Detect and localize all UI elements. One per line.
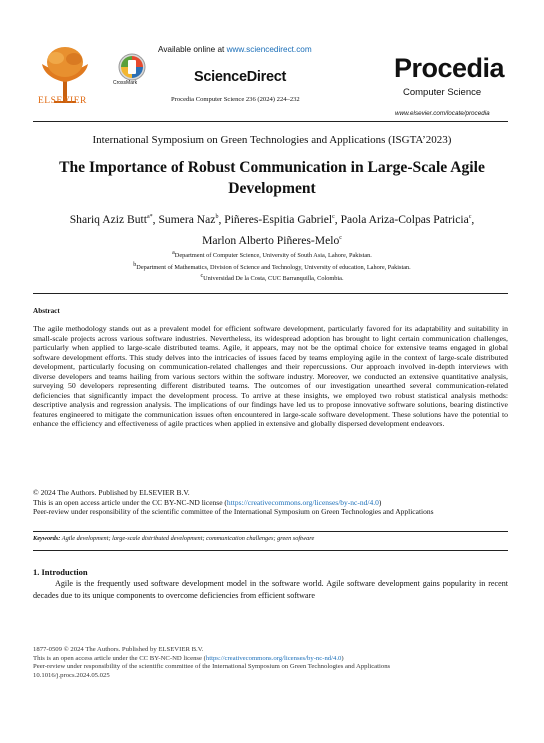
author-name: Marlon Alberto Piñeres-Melo [202,233,340,247]
footer-license-suffix: ) [341,654,344,662]
author-separator: , [471,212,475,226]
sciencedirect-link[interactable]: www.sciencedirect.com [226,45,312,54]
available-online-line [158,45,312,54]
abstract-copyright-block [33,488,508,517]
conference-name: International Symposium on Green Technologies and Applications (ISGTA’2023) [92,134,452,146]
journal-url-link[interactable]: www.elsevier.com/locate/procedia [395,110,490,117]
introduction-paragraph [33,578,508,601]
elsevier-wordmark: ELSEVIER [38,96,87,106]
keywords-text: Agile development; large-scale distributed development; communication challenges; green software [60,535,315,542]
keywords-bottom-rule [33,550,508,551]
affiliation-text: Department of Mathematics, Division of Science and Technology, University of education, Lahore, Pakistan. [136,263,411,271]
affiliation-c [30,272,514,284]
footer-license-link[interactable]: https://creativecommons.org/licenses/by-nc-nd/4.0 [205,654,342,662]
author-sup: c [332,214,335,220]
section-heading-introduction: 1. Introduction [33,567,88,577]
journal-name: Procedia [394,53,505,83]
affiliation-sup: b [133,261,137,268]
paper-title [30,157,514,199]
affiliation-text: Universidad De la Costa, CUC Barranquilla, Colombia. [203,275,344,283]
license-line [33,498,508,508]
available-prefix: Available online at [158,45,227,54]
keywords-top-rule [33,531,508,532]
abstract-top-rule [33,293,508,294]
footer-peer-review: Peer-review under responsibility of the scientific committee of the International Symposium on Green Technologies and Applications [33,663,391,671]
copyright-line: © 2024 The Authors. Published by ELSEVIER B.V. [33,488,190,497]
author-sup: b [215,214,219,220]
authors-line-1 [30,208,514,229]
license-prefix: This is an open access article under the CC BY-NC-ND license ( [33,497,227,507]
journal-citation: Procedia Computer Science 236 (2024) 224–232 [171,96,300,103]
abstract-heading: Abstract [33,307,60,315]
page-footer [33,646,508,681]
license-link[interactable]: https://creativecommons.org/licenses/by-nc-nd/4.0 [226,497,379,507]
crossmark-icon[interactable] [117,52,147,82]
affiliation-b [30,261,514,273]
author-sup: c [339,234,342,241]
author-list [30,208,514,250]
header-rule [33,121,508,122]
author-name: , Piñeres-Espitia Gabriel [218,212,333,226]
author-sup: c [468,214,472,220]
affiliation-text: Department of Computer Science, University of South Asia, Lahore, Pakistan. [174,252,372,260]
author-sup: a* [147,214,153,220]
keywords-line [33,535,508,542]
keywords-label: Keywords: [33,535,61,542]
journal-subtitle: Computer Science [403,87,482,98]
affiliation-sup: a [172,250,175,256]
abstract-body: The agile methodology stands out as a prevalent model for efficient software development, particularly favored for its adaptability and suitability in small-scale projects across various software industries. Nevertheless, its widespread adoption has brought to light certain communication challenges, particularly when applied to large-scale distributed teams. Agile, it appears, may not be the optimal choice for extensive teams engaged in global software development efforts. This study delves into the intricacies of issues faced by teams employing agile in the context of large-scale distributed development, particularly focusing on communication-related challenges and their repercussions. Our approach involved in-depth interviews with diverse developers and teams hailing from various sectors within the software industry. Moreover, we conducted an extensive quantitative analysis, surveying 50 developers representing different distributed teams. The outcomes of our investigation unearthed several communication-related deficiencies that significantly impact the development process. To arrive at these insights, we employed two robust statistical analysis methods: descriptive analysis and regression analysis. The implications of our findings have led us to propose innovative software solutions, bearing distinctive features engineered to mitigate the communication issues often encountered in large-scale software development. These solutions have the potential to enhance the efficiency and effectiveness of agile practices when applied in extensive and globally dispersed development endeavors. [33,324,508,429]
affiliation-a [30,249,514,261]
footer-license [33,655,508,664]
affiliations [30,249,514,284]
footer-issn: 1877-0509 © 2024 The Authors. Published by ELSEVIER B.V. [33,646,204,653]
authors-line-2 [30,229,514,250]
footer-license-prefix: This is an open access article under the CC BY-NC-ND license ( [33,654,206,662]
affiliation-sup: c [200,273,204,280]
peer-review-line: Peer-review under responsibility of the scientific committee of the International Symposium on Green Technologies and Applications [33,507,434,516]
author-name: , Paola Ariza-Colpas Patricia [334,212,469,226]
title-line-1: The Importance of Robust Communication in Large-Scale Agile [59,159,485,176]
footer-doi[interactable]: 10.1016/j.procs.2024.05.025 [33,672,110,680]
author-name: , Sumera Naz [152,212,216,226]
crossmark-label: CrossMark [113,80,138,86]
introduction-text: Agile is the frequently used software development model in the software world. Agile software development gains popularity in recent decades due to its unique components to overcome deficiencies from efficient software [33,579,508,600]
author-name: Shariq Aziz Butt [69,212,147,226]
sciencedirect-brand: ScienceDirect [194,69,287,85]
title-line-2: Development [228,180,316,197]
license-suffix: ) [378,497,382,507]
